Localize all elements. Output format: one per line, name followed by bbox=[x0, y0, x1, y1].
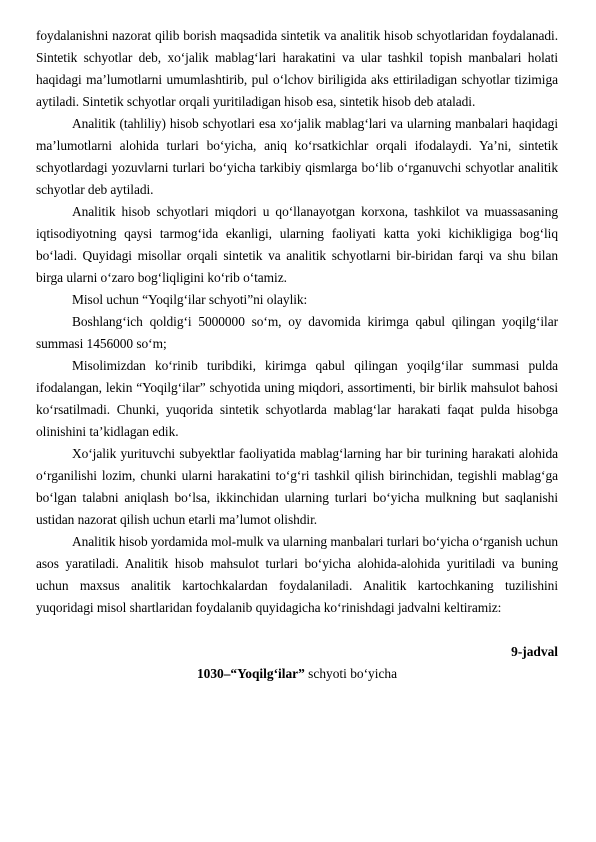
document-page bbox=[36, 25, 558, 685]
table-caption-regular: schyoti bo‘yicha bbox=[304, 666, 398, 681]
paragraph-4: Misol uchun “Yoqilg‘ilar schyoti”ni olaylik: bbox=[72, 292, 308, 307]
table-number-label: 9-jadval bbox=[511, 644, 558, 659]
table-caption-bold: 1030–“Yoqilg‘ilar” bbox=[196, 666, 305, 681]
paragraph-2: Analitik (tahliliy) hisob schyotlari esa xo‘jalik mablag‘lari va ularning manbalari haqidagi ma’lumotlarni alohida turlari bo‘yicha, aniq ko‘rsatkichlar orqali ifodalaydi. Ya’ni, sintetik schyotlardagi yozuvlarni turlari bo‘yicha tarkibiy qismlarga bo‘lib o‘rganuvchi schyotlar analitik schyotlar deb aytiladi. bbox=[36, 116, 558, 197]
blank-line bbox=[36, 619, 558, 641]
paragraph-1: foydalanishni nazorat qilib borish maqsadida sintetik va analitik hisob schyotlaridan foydalanadi. Sintetik schyotlar deb, xo‘jalik mablag‘lari harakatini va ular tashkil topish manbalari holati haqidagi ma’lumotlarni umumlashtirib, pul o‘lchov biriligida aks ettiriladigan schyotlar tizimiga aytiladi. Sintetik schyotlar orqali yuritiladigan hisob esa, sintetik hisob deb ataladi. bbox=[36, 28, 558, 109]
table-caption bbox=[36, 663, 558, 685]
paragraph-7: Xo‘jalik yurituvchi subyektlar faoliyatida mablag‘larning har bir turining harakati alohida o‘rganilishi lozim, chunki ularni harakatini to‘g‘ri tashkil qilish birinchidan, tegishli mablag‘ga bo‘lgan talabni aniqlash bo‘lsa, ikkinchidan ularning turlari bo‘yicha mulkning but saqlanishi ustidan nazorat qilish uchun etarli ma’lumot olishdir. bbox=[36, 446, 558, 527]
paragraph-5: Boshlang‘ich qoldig‘i 5000000 so‘m, oy davomida kirimga qabul qilingan yoqilg‘ilar summasi 1456000 so‘m; bbox=[36, 314, 558, 351]
paragraph-8: Analitik hisob yordamida mol-mulk va ularning manbalari turlari bo‘yicha o‘rganish uchun asos yaratiladi. Analitik hisob mahsulot turlari bo‘yicha alohida-alohida yuritiladi va buning uchun maxsus analitik kartochkalardan foydalaniladi. Analitik kartochkaning tuzilishini yuqoridagi misol shartlaridan foydalanib quyidagicha ko‘rinishdagi jadvalni keltiramiz: bbox=[36, 534, 558, 615]
paragraph-6: Misolimizdan ko‘rinib turibdiki, kirimga qabul qilingan yoqilg‘ilar summasi pulda ifodalangan, lekin “Yoqilg‘ilar” schyotida uning miqdori, assortimenti, bir birlik mahsulot bahosi ko‘rsatilmadi. Chunki, yuqorida sintetik schyotlarda mablag‘lar harakati faqat pulda hisobga olinishini ta’kidlagan edik. bbox=[36, 358, 558, 439]
paragraph-3: Analitik hisob schyotlari miqdori u qo‘llanayotgan korxona, tashkilot va muassasaning iqtisodiyotning qaysi tarmog‘ida ekanligi, ularning faoliyati katta yoki kichikligiga bog‘liq bo‘ladi. Quyidagi misollar orqali sintetik va analitik schyotlarni bir-biridan farqi va shu bilan birga ularni o‘zaro bog‘liqligini ko‘rib o‘tamiz. bbox=[36, 204, 558, 285]
